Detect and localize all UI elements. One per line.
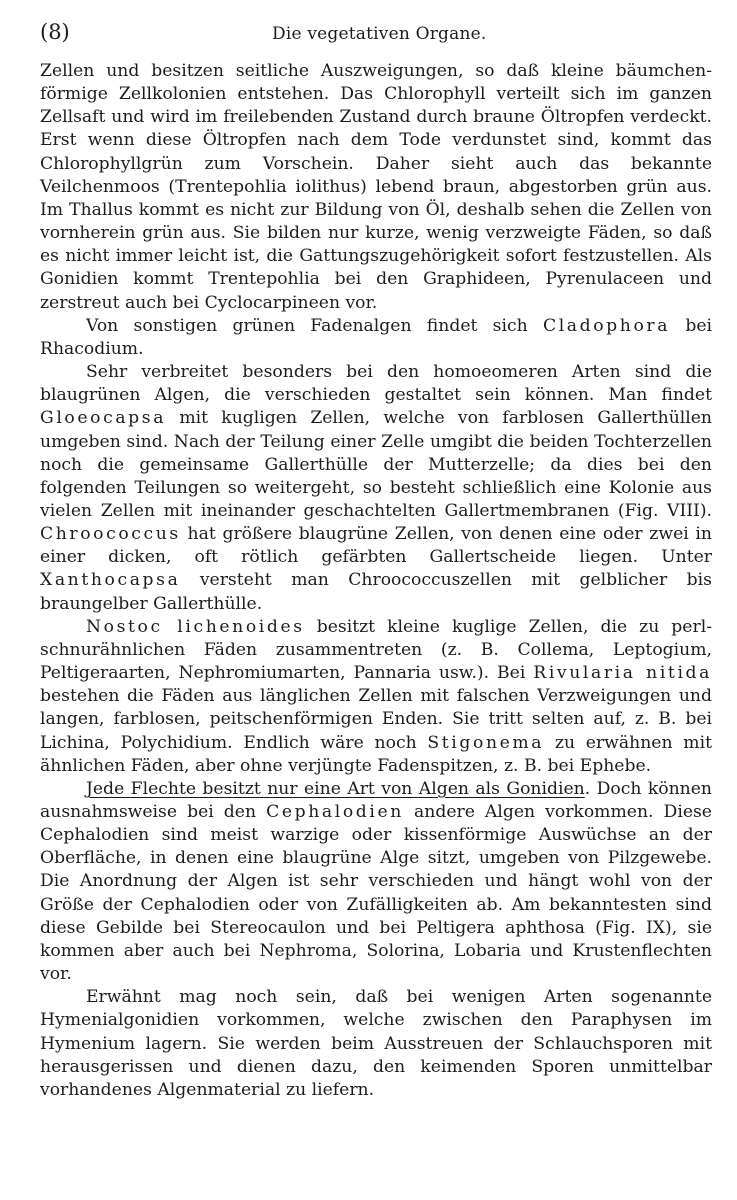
text-segment: Zellen und besitzen seitliche Auszweigungen, so daß kleine bäumchenförmige Zellkolonien entstehen. Das Chlorophyll verteilt sich im ganzen Zellsaft und wird im freilebenden Zustand durch braune Öltropfen verdeckt. Erst wenn diese Öltropfen nach dem Tode verdunstet sind, kommt das Chlorophyllgrün zum Vorschein. Daher sieht auch das bekannte Veilchenmoos (Trentepohlia iolithus) lebend braun, abgestorben grün aus. Im Thallus kommt es nicht zur Bildung von Öl, deshalb sehen die Zellen von vornherein grün aus. Sie bilden nur kurze, wenig verzweigte Fäden, so daß es nicht immer leicht ist, die Gattungszugehörigkeit sofort festzustellen. Als Gonidien kommt Trentepohlia bei den Graphideen, Pyrenulaceen und zerstreut auch bei Cyclocarpineen vor. <box>40 61 712 313</box>
text-segment: zu erwähnen mit ähnlichen Fäden, aber ohne verjüngte Fadenspitzen, z. B. bei Ephebe. <box>40 732 712 776</box>
spaced-term: Chroococcus <box>40 524 181 545</box>
paragraph <box>40 315 712 361</box>
page-header <box>40 20 712 54</box>
text-segment: mit kugligen Zellen, welche von farblosen Gallerthüllen umgeben sind. Nach der Teilung einer Zelle umgibt die beiden Tochterzellen noch die gemeinsame Gallerthülle der Mutterzelle; da dies bei den folgenden Teilungen so weitergeht, so besteht schließlich eine Kolonie aus vielen Zellen mit ineinander geschachtelten Gallertmembranen (Fig. VIII). <box>40 408 712 521</box>
spaced-term: Xanthocapsa <box>40 570 181 591</box>
text-segment: . Doch können ausnahmsweise bei den <box>40 778 712 822</box>
running-title: Die vegetativen Organe. <box>272 24 487 44</box>
spaced-term: Stigonema <box>427 732 545 753</box>
text-segment: andere Algen vorkommen. Diese Cephalodien sind meist warzige oder kissenförmige Auswüchse an der Oberfläche, in denen eine blaugrüne Alge sitzt, umgeben von Pilzgewebe. Die Anordnung der Algen ist sehr verschieden und hängt wohl von der Größe der Cephalodien oder von Zufälligkeiten ab. Am bekanntesten sind diese Gebilde bei Stereocaulon und bei Peltigera aphthosa (Fig. IX), sie kommen aber auch bei Nephroma, Solorina, Lobaria und Krustenflechten vor. <box>40 802 712 985</box>
paragraph <box>40 616 712 778</box>
text-segment: Erwähnt mag noch sein, daß bei wenigen Arten sogenannte Hymenialgonidien vorkommen, welche zwischen den Paraphysen im Hymenium lagern. Sie werden beim Ausstreuen der Schlauchsporen mit herausgerissen und dienen dazu, den keimenden Sporen unmittelbar vorhandenes Algenmaterial zu liefern. <box>40 987 712 1100</box>
page <box>40 20 712 1102</box>
spaced-term: Nostoc lichenoides <box>86 616 305 637</box>
spaced-term: Gloeocapsa <box>40 408 167 429</box>
text-segment: versteht man Chroococcuszellen mit gelblicher bis braungelber Gallerthülle. <box>40 570 712 614</box>
text-segment: Von sonstigen grünen Fadenalgen findet sich <box>86 315 543 336</box>
paragraph <box>40 361 712 616</box>
text-segment: hat größere blaugrüne Zellen, von denen eine oder zwei in einer dicken, oft rötlich gefärbten Gallertscheide liegen. Unter <box>40 524 712 568</box>
spaced-term: Cephalodien <box>266 802 404 822</box>
text-segment: bestehen die Fäden aus länglichen Zellen mit falschen Verzweigungen und langen, farblosen, peitschenförmigen Enden. Sie tritt selten auf, z. B. bei Lichina, Polychidium. Endlich wäre noch <box>40 686 712 753</box>
paragraph <box>40 778 712 986</box>
spaced-term: Cladophora <box>542 315 671 336</box>
spaced-term: Rivularia nitida <box>533 663 712 684</box>
underlined-sentence: Jede Flechte besitzt nur eine Art von Algen als Gonidien <box>86 778 585 799</box>
text-segment: Sehr verbreitet besonders bei den homoeomeren Arten sind die blaugrünen Algen, die verschieden gestaltet sein können. Man findet <box>40 362 712 406</box>
paragraph <box>40 986 712 1102</box>
text-segment: besitzt kleine kuglige Zellen, die zu perlschnurähnlichen Fäden zusammentreten (z. B. Collema, Leptogium, Peltigeraarten, Nephromiumarten, Pannaria usw.). Bei <box>40 616 712 684</box>
text-segment: bei Rhacodium. <box>40 315 713 359</box>
paragraph <box>40 60 712 315</box>
body-text <box>40 60 712 1102</box>
page-number: (8) <box>40 20 70 44</box>
